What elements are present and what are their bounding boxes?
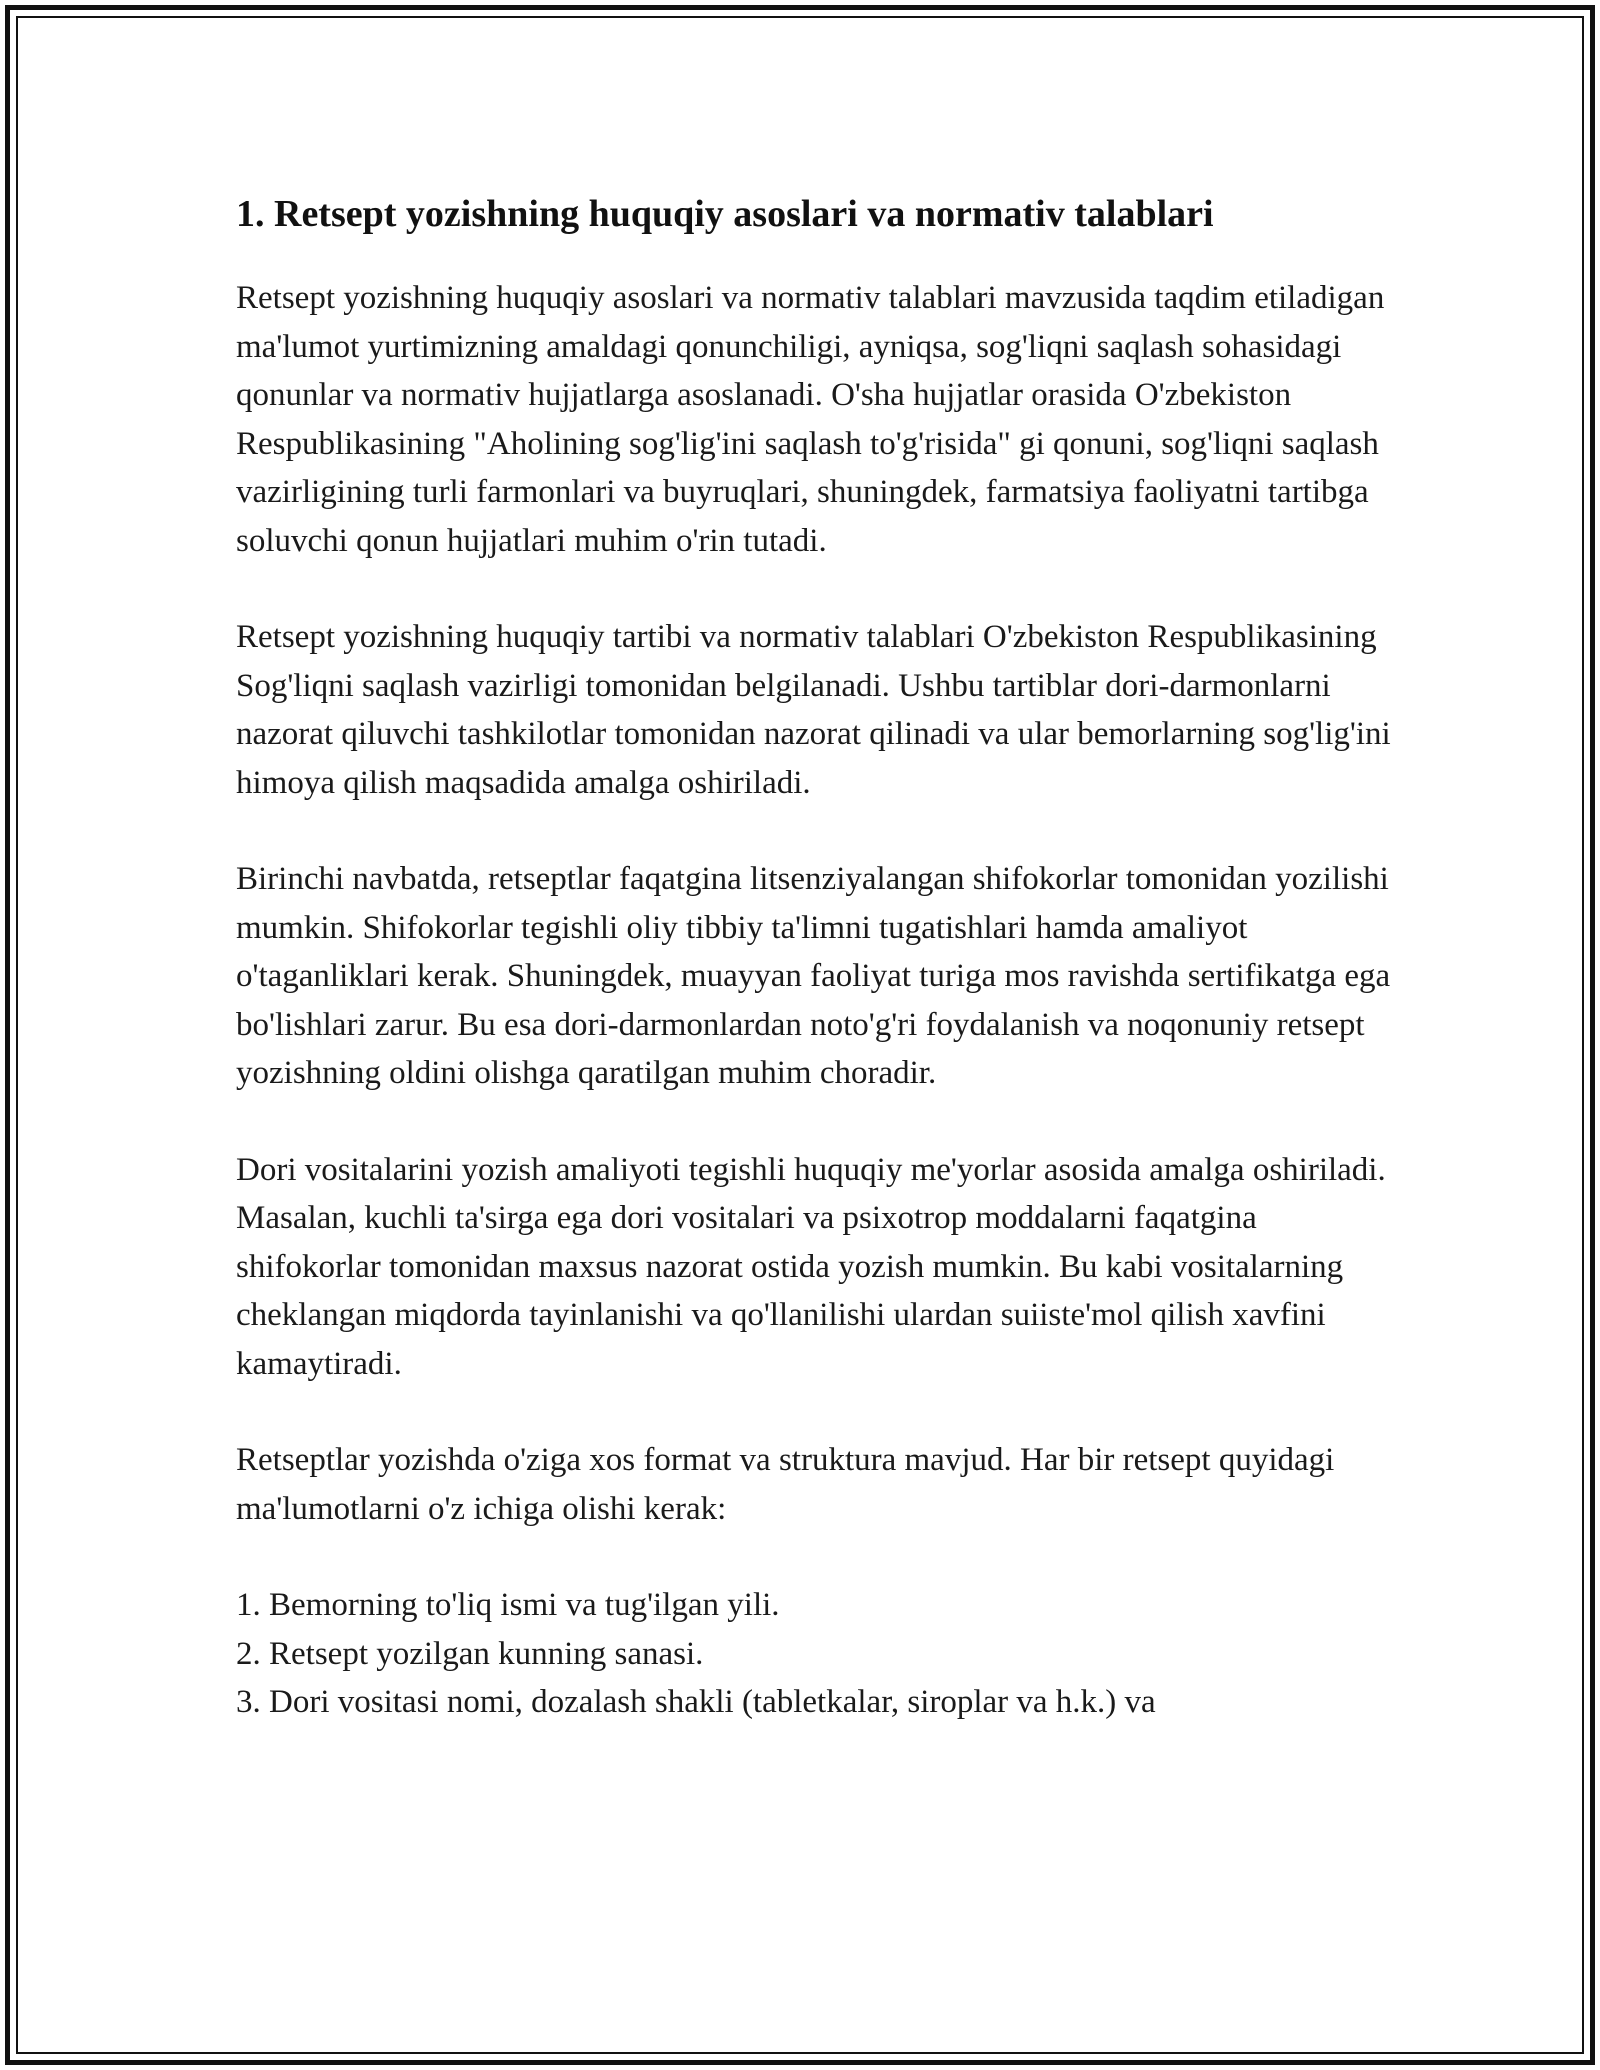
document-body [236, 188, 1396, 1727]
list-item: 1. Bemorning to'liq ismi va tug'ilgan yili. [236, 1587, 780, 1623]
list-item: 2. Retsept yozilgan kunning sanasi. [236, 1635, 704, 1672]
list-item: 3. Dori vositasi nomi, dozalash shakli (tabletkalar, siroplar va h.k.) va [236, 1684, 1156, 1720]
paragraph-licensed-doctors: Birinchi navbatda, retseptlar faqatgina litsenziyalangan shifokorlar tomonidan yozilishi mumkin. Shifokorlar tegishli oliy tibbiy ta'limni tugatishlari hamda amaliyot o'taganliklari kerak. Shuningdek, muayyan faoliyat turiga mos ravishda sertifikatga ega bo'lishlari zarur. Bu esa dori-darmonlardan noto'g'ri foydalanish va noqonuniy retsept yozishning oldini olishga qaratilgan muhim choradir. [236, 861, 1391, 1091]
paragraph-procedure: Retsept yozishning huquqiy tartibi va normativ talablari O'zbekiston Respublikasining Sog'liqni saqlash vazirligi tomonidan belgilanadi. Ushbu tartiblar dori-darmonlarni nazorat qiluvchi tashkilotlar tomonidan nazorat qilinadi va ular bemorlarning sog'lig'ini himoya qilish maqsadida amalga oshiriladi. [236, 619, 1391, 801]
paragraph-format-structure: Retseptlar yozishda o'ziga xos format va struktura mavjud. Har bir retsept quyidagi ma'lumotlarni o'z ichiga olishi kerak: [236, 1442, 1335, 1527]
paragraph-legal-basis: Retsept yozishning huquqiy asoslari va normativ talablari mavzusida taqdim etiladigan ma'lumot yurtimizning amaldagi qonunchiligi, ayniqsa, sog'liqni saqlash sohasidagi qonunlar va normativ hujjatlarga asoslanadi. O'sha hujjatlar orasida O'zbekiston Respublikasining "Aholining sog'lig'ini saqlash to'g'risida" gi qonuni, sog'liqni saqlash vazirligining turli farmonlari va buyruqlari, shuningdek, farmatsiya faoliyatni tartibga soluvchi qonun hujjatlari muhim o'rin tutadi. [236, 280, 1385, 559]
section-heading: 1. Retsept yozishning huquqiy asoslari va normativ talablari [236, 193, 1214, 235]
requirements-list [236, 1581, 1396, 1727]
paragraph-controlled-substances: Dori vositalarini yozish amaliyoti tegishli huquqiy me'yorlar asosida amalga oshiriladi. Masalan, kuchli ta'sirga ega dori vositalari va psixotrop moddalarni faqatgina shifokorlar tomonidan maxsus nazorat ostida yozish mumkin. Bu kabi vositalarning cheklangan miqdorda tayinlanishi va qo'llanilishi ulardan suiiste'mol qilish xavfini kamaytiradi. [236, 1151, 1386, 1382]
